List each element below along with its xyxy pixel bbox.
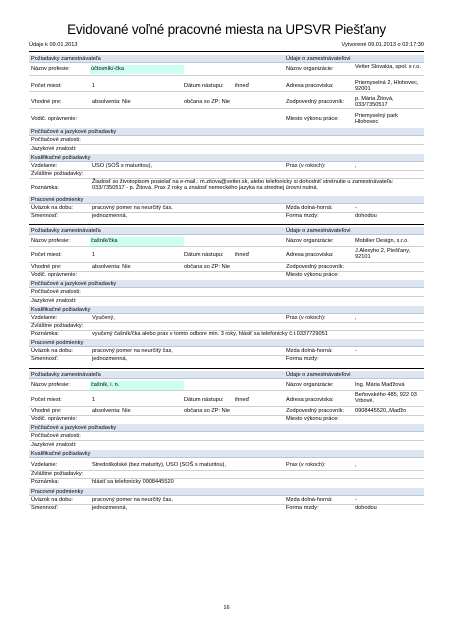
section-employer-header xyxy=(29,371,424,379)
divider xyxy=(29,296,424,297)
label-address: Adresa pracoviska: xyxy=(286,397,334,403)
page-number: 16 xyxy=(223,605,230,611)
label-pc: Počítačové znalosti: xyxy=(31,289,81,295)
label-practice: Prax (v rokoch): xyxy=(286,315,326,321)
label-profession: Názov profesie: xyxy=(31,66,70,72)
section-title: Požiadavky zamestnávateľa xyxy=(31,227,101,234)
divider xyxy=(29,470,424,471)
job-profession: účtovník/-čka xyxy=(90,65,184,74)
job-wage: - xyxy=(355,205,357,211)
label-practice: Prax (v rokoch): xyxy=(286,163,326,169)
section-skills-header xyxy=(29,424,424,432)
section-title: Údaje o zamestnávateľovi xyxy=(286,55,351,62)
suitable-zp: občana so ZP: Nie xyxy=(184,408,231,414)
label-suitable: Vhodné pre: xyxy=(31,264,62,270)
divider xyxy=(29,478,424,479)
job-count: 1 xyxy=(92,83,96,89)
label-organization: Názov organizácie: xyxy=(286,238,334,244)
suitable-graduate: absolventa: Nie xyxy=(92,99,131,105)
job-shift: jednozmenná, xyxy=(92,213,128,219)
section-skills-header xyxy=(29,128,424,136)
header-rule xyxy=(29,51,424,52)
label-shift: Smennosť: xyxy=(31,505,59,511)
job-start: ihneď xyxy=(235,83,250,89)
suitable-graduate: absolventa: Nie xyxy=(92,264,131,270)
label-address: Adresa pracoviska: xyxy=(286,252,334,258)
section-conditions-header xyxy=(29,339,424,347)
label-lang: Jazykové znalosti: xyxy=(31,442,77,448)
section-title: Počítačové a jazykové požiadavky xyxy=(31,128,117,135)
suitable-graduate: absolventa: Nie xyxy=(92,408,131,414)
label-education: Vzdelanie: xyxy=(31,163,58,169)
label-special: Zvláštne požiadavky: xyxy=(31,471,84,477)
label-practice: Prax (v rokoch): xyxy=(286,462,326,468)
label-count: Počet miest: xyxy=(31,83,62,89)
job-count: 1 xyxy=(92,397,96,403)
section-title: Požiadavky zamestnávateľa xyxy=(31,55,101,62)
section-title: Počítačové a jazykové požiadavky xyxy=(31,424,117,431)
section-skills-header xyxy=(29,280,424,288)
label-suitable: Vhodné pre: xyxy=(31,408,62,414)
divider xyxy=(29,170,424,171)
job-practice: , xyxy=(355,163,357,169)
label-address: Adresa pracoviska: xyxy=(286,83,334,89)
label-wage: Mzda dolná-horná: xyxy=(286,205,333,211)
label-lang: Jazykové znalosti: xyxy=(31,298,77,304)
divider xyxy=(29,75,424,76)
section-title: Počítačové a jazykové požiadavky xyxy=(31,280,117,287)
employer-address: Beňovského 485, 922 03 Vrbové, xyxy=(355,392,417,405)
label-relation: Úväzok na dobu: xyxy=(31,348,73,354)
section-title: Údaje o zamestnávateľovi xyxy=(286,227,351,234)
section-conditions-header xyxy=(29,488,424,496)
label-wage-form: Forma mzdy: xyxy=(286,356,319,362)
label-responsible: Zodpovedný pracovník: xyxy=(286,99,345,105)
section-title: Požiadavky zamestnávateľa xyxy=(31,371,101,378)
listing-separator xyxy=(29,224,424,225)
job-education: Vyučený, xyxy=(92,315,115,321)
label-license: Vodič. oprávnenie: xyxy=(31,272,78,278)
responsible-person: 0908445520,,Maďžo xyxy=(355,408,407,414)
suitable-zp: občana so ZP: Nie xyxy=(184,99,231,105)
work-place: Priemyselný park Hlohovec xyxy=(355,113,398,126)
label-note: Poznámka: xyxy=(31,185,59,191)
divider xyxy=(29,246,424,247)
section-title: Kvalifikačné požiadavky xyxy=(31,450,91,457)
divider xyxy=(29,91,424,92)
label-responsible: Zodpovedný pracovník: xyxy=(286,408,345,414)
job-note: hlásiť sa telefonicky 0908445520 xyxy=(92,479,174,485)
label-profession: Názov profesie: xyxy=(31,382,70,388)
label-special: Zvláštne požiadavky: xyxy=(31,171,84,177)
section-title: Kvalifikačné požiadavky xyxy=(31,306,91,313)
job-relation: pracovný pomer na neurčitý čas, xyxy=(92,497,173,503)
label-profession: Názov profesie: xyxy=(31,238,70,244)
employer-address: J.Alexyho 2, Piešťany, 92101 xyxy=(355,248,411,261)
job-count: 1 xyxy=(92,252,96,258)
job-listing-2 xyxy=(29,227,424,363)
responsible-person: p. Mária Žitová, 033/7350517 xyxy=(355,96,394,109)
label-wage: Mzda dolná-horná: xyxy=(286,348,333,354)
created-timestamp: Vytvorené 09.01.2013 o 02:17:30 xyxy=(341,42,424,48)
job-wage-form: dohodou xyxy=(355,505,377,511)
label-start: Dátum nástupu: xyxy=(184,397,224,403)
job-practice: , xyxy=(355,315,357,321)
job-start: ihneď xyxy=(235,252,250,258)
job-relation: pracovný pomer na neurčitý čas, xyxy=(92,348,173,354)
page-title: Evidované voľné pracovné miesta na UPSVR Piešťany xyxy=(67,22,386,37)
label-note: Poznámka: xyxy=(31,479,59,485)
suitable-zp: občana so ZP: Nie xyxy=(184,264,231,270)
label-suitable: Vhodné pre: xyxy=(31,99,62,105)
divider xyxy=(29,406,424,407)
job-wage: - xyxy=(355,348,357,354)
job-note: vyučený čašník/čka alebo prax v tomto odbore min. 3 roky, hlásiť sa telefonicky č.t.0337729051 xyxy=(92,331,328,337)
divider xyxy=(29,144,424,145)
section-title: Pracovné podmienky xyxy=(31,488,84,495)
section-conditions-header xyxy=(29,196,424,204)
job-practice: , xyxy=(355,462,357,468)
section-employer-header xyxy=(29,227,424,235)
section-title: Pracovné podmienky xyxy=(31,339,84,346)
job-profession: čašník, i. n. xyxy=(90,381,184,390)
label-start: Dátum nástupu: xyxy=(184,83,224,89)
section-qualif-header xyxy=(29,154,424,162)
label-license: Vodič. oprávnenie: xyxy=(31,116,78,122)
job-profession: čašník/čka xyxy=(90,237,184,246)
divider xyxy=(29,390,424,391)
employer-name: Mobilier Design, s.r.o. xyxy=(355,238,409,244)
listing-separator xyxy=(29,368,424,369)
section-qualif-header xyxy=(29,450,424,458)
label-shift: Smennosť: xyxy=(31,356,59,362)
label-count: Počet miest: xyxy=(31,252,62,258)
divider xyxy=(29,108,424,109)
section-title: Pracovné podmienky xyxy=(31,196,84,203)
label-education: Vzdelanie: xyxy=(31,315,58,321)
label-place: Miesto výkonu práce: xyxy=(286,116,339,122)
label-start: Dátum nástupu: xyxy=(184,252,224,258)
section-title: Údaje o zamestnávateľovi xyxy=(286,371,351,378)
label-education: Vzdelanie: xyxy=(31,462,58,468)
job-wage: - xyxy=(355,497,357,503)
job-note: Žiadosť so životopisom posielať na e-mail.: m.zitova@vetter.sk, alebo telefonicky si dohodniť stretnutie u zamestnávateľa: 033/7350517 - p. Žitová. Prax 2 roky a znalosť nemeckého jazyka na strednej úrovni nutná. xyxy=(92,179,394,192)
employer-name: Vetter Slovakia, spol. s r.o. xyxy=(355,64,421,70)
label-place: Miesto výkonu práce: xyxy=(286,416,339,422)
label-wage-form: Forma mzdy: xyxy=(286,505,319,511)
job-listing-1 xyxy=(29,55,424,219)
section-title: Kvalifikačné požiadavky xyxy=(31,154,91,161)
job-listing-3 xyxy=(29,371,424,531)
label-pc: Počítačové znalosti: xyxy=(31,137,81,143)
job-start: ihneď xyxy=(235,397,250,403)
job-shift: jednozmenná, xyxy=(92,356,128,362)
label-shift: Smennosť: xyxy=(31,213,59,219)
label-wage-form: Forma mzdy: xyxy=(286,213,319,219)
job-wage-form: dohodou xyxy=(355,213,377,219)
label-lang: Jazykové znalosti: xyxy=(31,146,77,152)
divider xyxy=(29,440,424,441)
section-employer-header xyxy=(29,55,424,63)
job-relation: pracovný pomer na neurčitý čas, xyxy=(92,205,173,211)
label-wage: Mzda dolná-horná: xyxy=(286,497,333,503)
label-organization: Názov organizácie: xyxy=(286,66,334,72)
divider xyxy=(29,355,424,356)
employer-name: Ing. Mária Maďžová xyxy=(355,382,405,388)
label-note: Poznámka: xyxy=(31,331,59,337)
label-pc: Počítačové znalosti: xyxy=(31,433,81,439)
job-education: USO (SOŠ s maturitou), xyxy=(92,163,152,169)
job-education: Stredoškolské (bez maturity), USO (SOŠ s maturitou), xyxy=(92,462,226,468)
label-count: Počet miest: xyxy=(31,397,62,403)
divider xyxy=(29,262,424,263)
job-shift: jednozmenná, xyxy=(92,505,128,511)
divider xyxy=(29,271,424,272)
employer-address: Priemyselná 2, Hlohovec, 92001 xyxy=(355,80,419,93)
divider xyxy=(29,415,424,416)
section-qualif-header xyxy=(29,306,424,314)
label-relation: Úväzok na dobu: xyxy=(31,497,73,503)
label-relation: Úväzok na dobu: xyxy=(31,205,73,211)
label-special: Zvláštne požiadavky: xyxy=(31,323,84,329)
divider xyxy=(29,322,424,323)
label-organization: Názov organizácie: xyxy=(286,382,334,388)
label-license: Vodič. oprávnenie: xyxy=(31,416,78,422)
data-date: Údaje k 09.01.2013 xyxy=(29,42,78,48)
label-place: Miesto výkonu práce: xyxy=(286,272,339,278)
label-responsible: Zodpovedný pracovník: xyxy=(286,264,345,270)
